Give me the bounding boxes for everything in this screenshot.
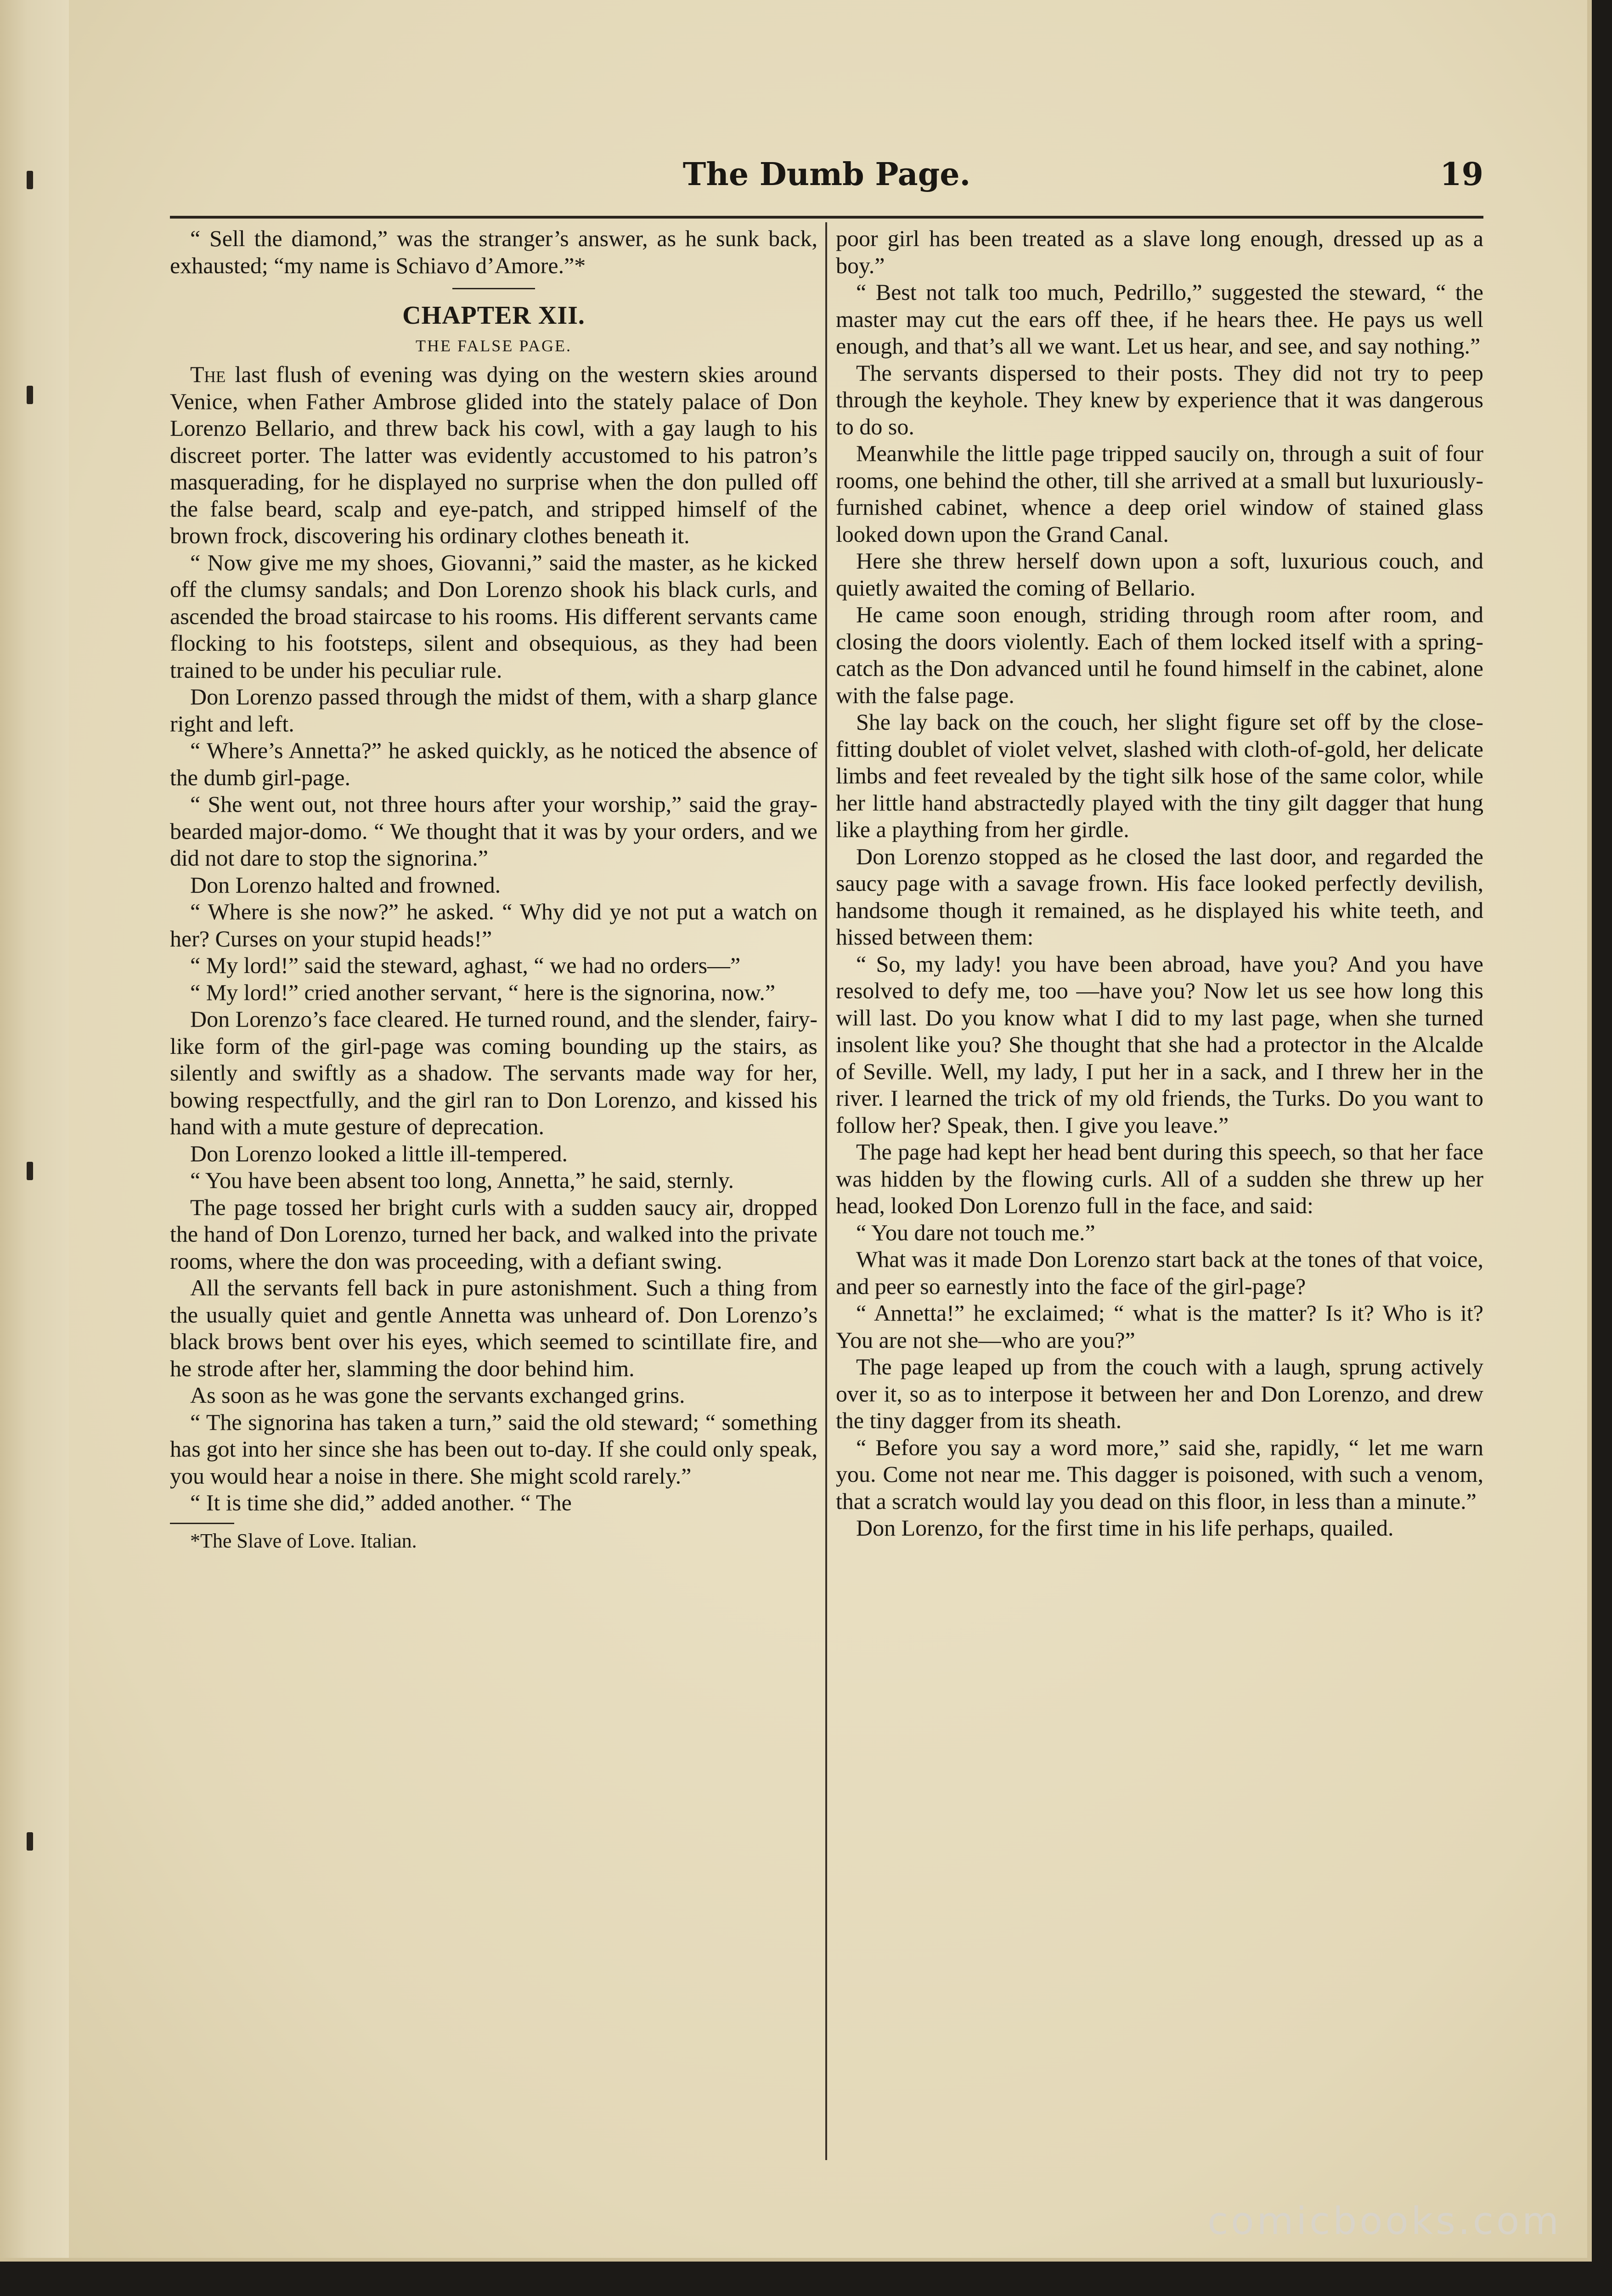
binding-stitch bbox=[27, 171, 33, 189]
paragraph: “ You dare not touch me.” bbox=[856, 1219, 1095, 1245]
paragraph: “ Where is she now?” he asked. “ Why did ye not put a watch on her? Curses on your stupid heads!” bbox=[170, 899, 817, 951]
paragraph: “ Annetta!” he exclaimed; “ what is the matter? Is it? Who is it? You are not she—who are you?” bbox=[836, 1300, 1483, 1353]
paragraph-text: last flush of evening was dying on the western skies around Venice, when Father Ambrose glided into the stately palace of Don Lorenzo Bellario, and threw back his cowl, with a gay laugh to his discreet porter. The latter was evidently accustomed to his patron’s masquerading, for he displayed no surprise when the don pulled off the false beard, scalp and eye-patch, and stripped himself of the brown frock, discovering his ordinary clothes beneath it. bbox=[170, 361, 817, 548]
right-column bbox=[836, 225, 1483, 1542]
paragraph: All the servants fell back in pure astonishment. Such a thing from the usually quiet and gentle Annetta was unheard of. Don Lorenzo’s black brows bent over his eyes, which seemed to scintillate fire, and he strode after her, slamming the door behind him. bbox=[170, 1275, 817, 1381]
paragraph: The page had kept her head bent during this speech, so that her face was hidden by the flowing curls. All of a sudden she threw up her head, looked Don Lorenzo full in the face, and said: bbox=[836, 1139, 1483, 1218]
paragraph: Don Lorenzo halted and frowned. bbox=[190, 872, 501, 898]
binding-stitch bbox=[27, 1832, 33, 1851]
paragraph: “ So, my lady! you have been abroad, have you? And you have resolved to defy me, too —have you? Now let us see how long this will last. Do you know what I did to my last page, when she turned insolent like you? She thought that she had a protector in the Alcalde of Seville. Well, my lady, I put her in a sack, and I threw her in the river. I learned the trick of my old friends, the Turks. Do you want to follow her? Speak, then. I give you leave.” bbox=[836, 951, 1483, 1138]
chapter-title: CHAPTER XII. bbox=[402, 301, 585, 330]
paragraph: “ Before you say a word more,” said she, rapidly, “ let me warn you. Come not near me. This dagger is poisoned, with such a venom, that a scratch would lay you dead on this floor, in less than a minute.” bbox=[836, 1434, 1483, 1514]
lead-word: The bbox=[190, 361, 226, 387]
paragraph: The page leaped up from the couch with a laugh, sprung actively over it, so as to interpose it between her and Don Lorenzo, and drew the tiny dagger from its sheath. bbox=[836, 1354, 1483, 1433]
paragraph: The servants dispersed to their posts. They did not try to peep through the keyhole. They knew by experience that it was dangerous to do so. bbox=[836, 360, 1483, 439]
header-rule bbox=[170, 216, 1483, 219]
watermark-text: comicbooks.com bbox=[1207, 2200, 1561, 2243]
page-number: 19 bbox=[1440, 156, 1483, 193]
paragraph: “ My lord!” cried another servant, “ here is the signorina, now.” bbox=[190, 979, 776, 1005]
paragraph: He came soon enough, striding through room after room, and closing the doors violently. Each of them locked itself with a spring-catch as the Don advanced until he found himself in the cabinet, alone with the false page. bbox=[836, 602, 1483, 708]
paragraph: “ The signorina has taken a turn,” said the old steward; “ something has got into her since she has been out to-day. If she could only speak, you would hear a noise in there. She might scold rarely.” bbox=[170, 1409, 817, 1489]
paragraph: “ Where’s Annetta?” he asked quickly, as he noticed the absence of the dumb girl-page. bbox=[170, 737, 817, 790]
continued-paragraph: poor girl has been treated as a slave long enough, dressed up as a boy.” bbox=[836, 225, 1483, 278]
running-title: The Dumb Page. bbox=[682, 156, 971, 193]
paragraph: “ Sell the diamond,” was the stranger’s answer, as he sunk back, exhausted; “my name is Schiavo d’Amore.”* bbox=[170, 225, 817, 278]
binding-stitch bbox=[27, 386, 33, 404]
opening-paragraph bbox=[170, 361, 817, 549]
paragraph: “ Best not talk too much, Pedrillo,” suggested the steward, “ the master may cut the ears off thee, if he hears thee. He pays us well enough, and that’s all we want. Let us hear, and see, and say nothing.” bbox=[836, 279, 1483, 359]
paragraph: As soon as he was gone the servants exchanged grins. bbox=[190, 1382, 685, 1408]
paragraph: Don Lorenzo, for the first time in his life perhaps, quailed. bbox=[856, 1515, 1394, 1541]
paragraph: She lay back on the couch, her slight figure set off by the close-fitting doublet of violet velvet, slashed with cloth-of-gold, her delicate limbs and feet revealed by the tight silk hose of the same color, while her little hand abstractedly played with the tiny gilt dagger that hung like a plaything from her girdle. bbox=[836, 709, 1483, 842]
footnote-rule bbox=[170, 1523, 234, 1524]
column-divider bbox=[825, 222, 827, 2160]
left-column bbox=[170, 225, 817, 1553]
paragraph: Don Lorenzo looked a little ill-tempered. bbox=[190, 1140, 568, 1166]
paragraph: Don Lorenzo’s face cleared. He turned round, and the slender, fairy-like form of the girl-page was coming bounding up the stairs, as silently and swiftly as a shadow. The servants made way for her, bowing respectfully, and the girl ran to Don Lorenzo, and kissed his hand with a mute gesture of deprecation. bbox=[170, 1006, 817, 1139]
chapter-subtitle: THE FALSE PAGE. bbox=[415, 337, 572, 355]
paragraph: “ My lord!” said the steward, aghast, “ we had no orders—” bbox=[190, 952, 741, 978]
binding-stitch bbox=[27, 1162, 33, 1180]
paragraph: “ She went out, not three hours after your worship,” said the gray-bearded major-domo. “ We thought that it was by your orders, and we did not dare to stop the signorina.” bbox=[170, 791, 817, 871]
running-header bbox=[170, 156, 1483, 207]
paragraph: Don Lorenzo passed through the midst of them, with a sharp glance right and left. bbox=[170, 684, 817, 737]
paragraph: Here she threw herself down upon a soft, luxurious couch, and quietly awaited the coming of Bellario. bbox=[836, 548, 1483, 601]
paragraph: “ Now give me my shoes, Giovanni,” said the master, as he kicked off the clumsy sandals; and Don Lorenzo shook his black curls, and ascended the broad staircase to his rooms. His different servants came flocking to his footsteps, silent and obsequious, as they had been trained to be under his peculiar rule. bbox=[170, 549, 817, 683]
paragraph: “ It is time she did,” added another. “ The bbox=[190, 1490, 572, 1515]
footnote: *The Slave of Love. Italian. bbox=[190, 1529, 417, 1552]
paragraph: What was it made Don Lorenzo start back at the tones of that voice, and peer so earnestly into the face of the girl-page? bbox=[836, 1246, 1483, 1299]
paragraph: Don Lorenzo stopped as he closed the last door, and regarded the saucy page with a savage frown. His face looked perfectly devilish, handsome though it remained, as he displayed his white teeth, and hissed between them: bbox=[836, 843, 1483, 950]
paragraph: “ You have been absent too long, Annetta,” he said, sternly. bbox=[190, 1167, 734, 1193]
paragraph: Meanwhile the little page tripped saucily on, through a suit of four rooms, one behind the other, till she arrived at a small but luxuriously-furnished cabinet, whence a deep oriel window of stained glass looked down upon the Grand Canal. bbox=[836, 440, 1483, 547]
paragraph: The page tossed her bright curls with a sudden saucy air, dropped the hand of Don Lorenzo, turned her back, and walked into the private rooms, where the don was proceeding, with a defiant swing. bbox=[170, 1194, 817, 1274]
section-rule bbox=[452, 288, 535, 289]
page-binding-edge bbox=[0, 0, 69, 2258]
